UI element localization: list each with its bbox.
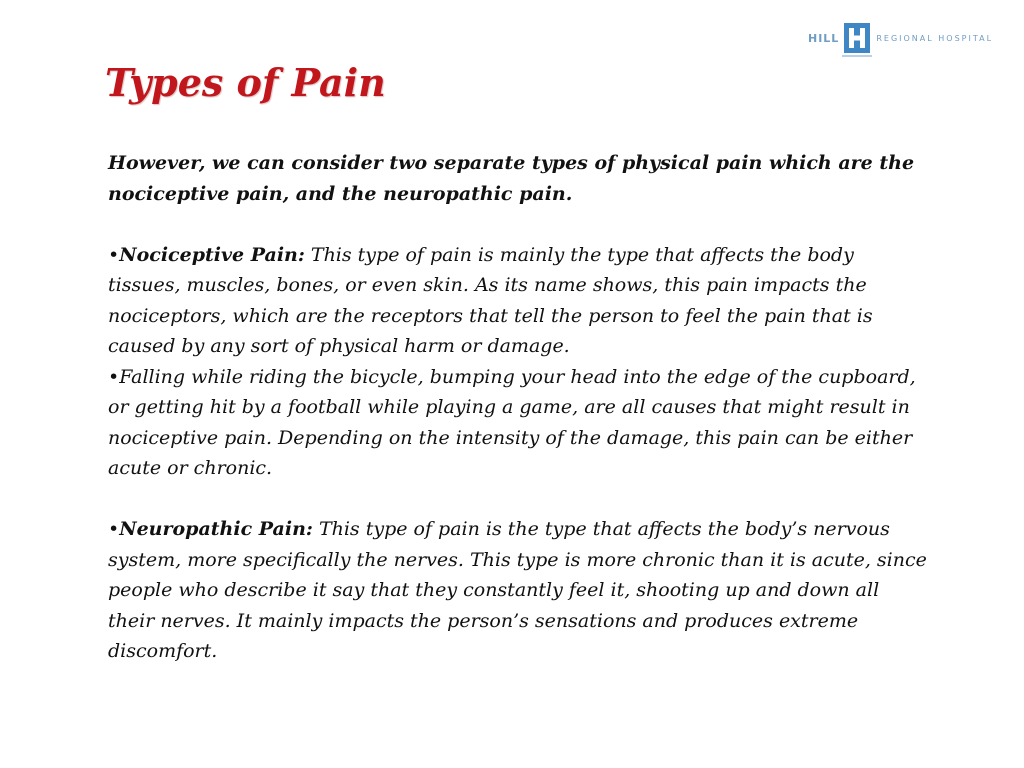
bullet-marker: • [108, 518, 120, 540]
logo-hill-text: HILL [808, 31, 840, 45]
neuropathic-term: Neuropathic Pain: [119, 518, 313, 540]
neuropathic-description: This type of pain is the type that affects the body’s nervous system, more specifically the nerves. This type is more chronic than it is acute, since people who describe it say that they constantly feel it, shooting up and down all their nerves. It mainly impacts the person’s sensations and produces extreme discomfort. [108, 518, 927, 662]
hospital-logo [808, 20, 993, 56]
logo-h-mark-icon [844, 23, 870, 53]
intro-paragraph: However, we can consider two separate types of physical pain which are the nociceptive pain, and the neuropathic pain. [108, 152, 915, 205]
bullet-marker: • [108, 243, 120, 266]
nociceptive-description: This type of pain is mainly the type that affects the body tissues, muscles, bones, or even skin. As its name shows, this pain impacts the nociceptors, which are the receptors that tell the person to feel the pain that is caused by any sort of physical harm or damage. [108, 243, 873, 357]
bullet-marker: • [108, 365, 120, 388]
nociceptive-paragraph [108, 240, 928, 362]
logo-regional-hospital-text: REGIONAL HOSPITAL [876, 33, 994, 43]
paragraph-spacer [108, 209, 928, 240]
nociceptive-example-text: Falling while riding the bicycle, bumping your head into the edge of the cupboard, or getting hit by a football while playing a game, are all causes that might result in nociceptive pain. Depending on the intensity of the damage, this pain can be either acute or chronic. [108, 365, 916, 479]
slide-content [108, 148, 928, 667]
logo-h-glyph-icon [848, 27, 866, 49]
neuropathic-paragraph [108, 514, 928, 667]
slide-title: Types of Pain [105, 60, 386, 105]
paragraph-spacer [108, 484, 928, 515]
nociceptive-example-paragraph [108, 362, 928, 484]
nociceptive-term: Nociceptive Pain: [119, 243, 305, 266]
